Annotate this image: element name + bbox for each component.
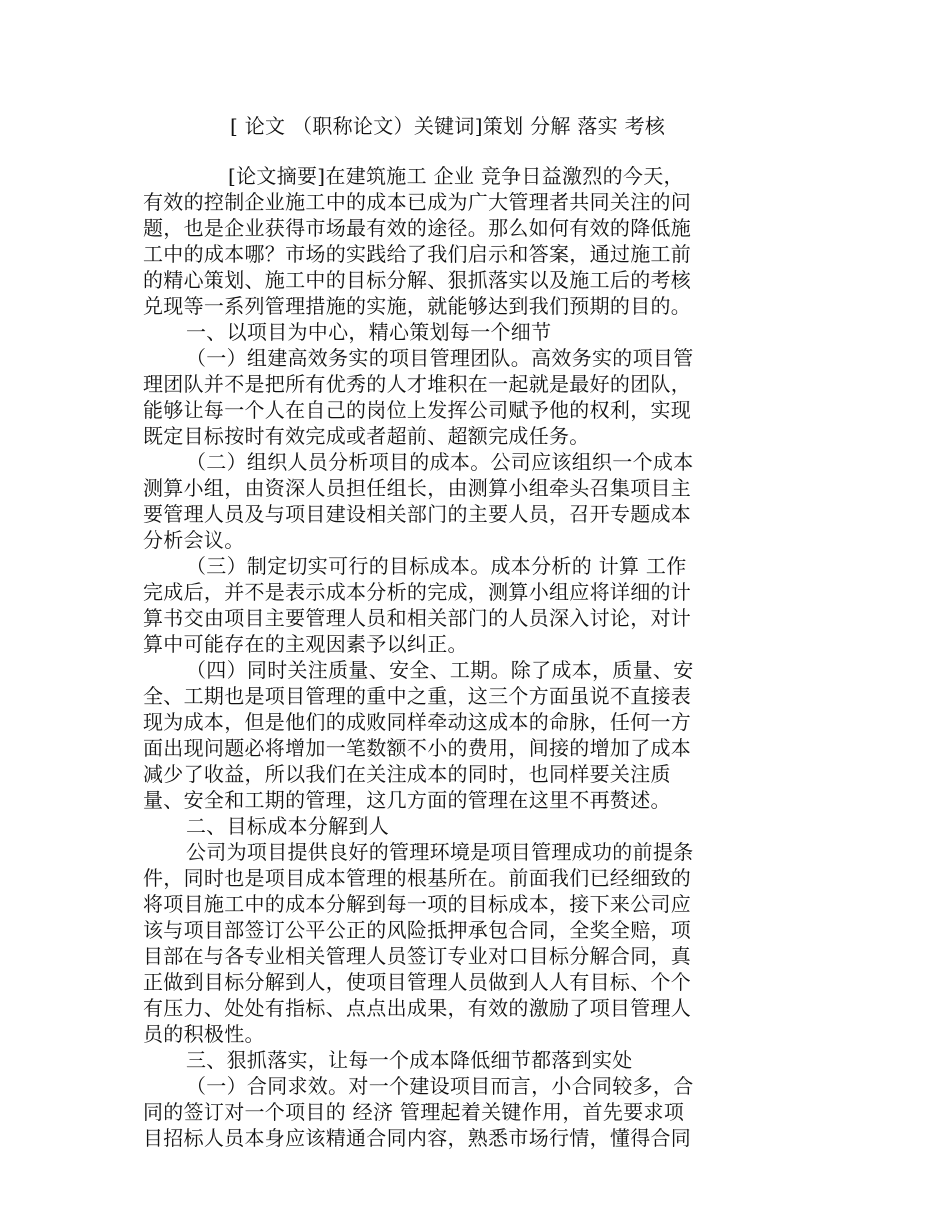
- text-line: 完成后，并不是表示成本分析的完成，测算小组应将详细的计: [143, 580, 692, 604]
- text-line: 公司为项目提供良好的管理环境是项目管理成功的前提条: [186, 840, 694, 864]
- section-heading: 三、狠抓落实，让每一个成本降低细节都落到实处: [186, 1048, 633, 1072]
- text-line: 既定目标按时有效完成或者超前、超额完成任务。: [143, 424, 590, 448]
- text-line: 有效的控制企业施工中的成本已成为广大管理者共同关注的问: [143, 190, 692, 214]
- text-line: （三）制定切实可行的目标成本。成本分析的 计算 工作: [186, 554, 687, 578]
- text-line: 题，也是企业获得市场最有效的途径。那么如何有效的降低施: [143, 216, 692, 240]
- text-line: 将项目施工中的成本分解到每一项的目标成本，接下来公司应: [143, 892, 692, 916]
- text-line: 面出现问题必将增加一笔数额不小的费用，间接的增加了成本: [143, 736, 692, 760]
- text-line: 要管理人员及与项目建设相关部门的主要人员，召开专题成本: [143, 502, 692, 526]
- text-line: （二）组织人员分析项目的成本。公司应该组织一个成本: [186, 450, 694, 474]
- text-line: 有压力、处处有指标、点点出成果，有效的激励了项目管理人: [143, 996, 692, 1020]
- abstract-first-line: [论文摘要]在建筑施工 企业 竞争日益激烈的今天，: [228, 164, 684, 188]
- text-line: 目部在与各专业相关管理人员签订专业对口目标分解合同，真: [143, 944, 692, 968]
- text-line: 量、安全和工期的管理，这几方面的管理在这里不再赘述。: [143, 788, 671, 812]
- text-line: 件，同时也是项目成本管理的根基所在。前面我们已经细致的: [143, 866, 692, 890]
- text-line: （一）组建高效务实的项目管理团队。高效务实的项目管: [186, 346, 694, 370]
- text-line: 目招标人员本身应该精通合同内容，熟悉市场行情，懂得合同: [143, 1126, 692, 1150]
- text-line: 测算小组，由资深人员担任组长，由测算小组牵头召集项目主: [143, 476, 692, 500]
- text-line: 工中的成本哪？市场的实践给了我们启示和答案，通过施工前: [143, 242, 692, 266]
- text-line: 现为成本，但是他们的成败同样牵动这成本的命脉，任何一方: [143, 710, 692, 734]
- section-heading: 一、以项目为中心，精心策划每一个细节: [186, 320, 552, 344]
- text-line: 算中可能存在的主观因素予以纠正。: [143, 632, 468, 656]
- text-line: 理团队并不是把所有优秀的人才堆积在一起就是最好的团队，: [143, 372, 692, 396]
- text-line: 算书交由项目主要管理人员和相关部门的人员深入讨论，对计: [143, 606, 692, 630]
- text-line: 分析会议。: [143, 528, 245, 552]
- text-line: 减少了收益，所以我们在关注成本的同时，也同样要关注质: [143, 762, 671, 786]
- section-heading: 二、目标成本分解到人: [186, 814, 389, 838]
- text-line: 员的积极性。: [143, 1022, 265, 1046]
- text-line: 能够让每一个人在自己的岗位上发挥公司赋予他的权利，实现: [143, 398, 692, 422]
- text-line: 的精心策划、施工中的目标分解、狠抓落实以及施工后的考核: [143, 268, 692, 292]
- text-line: （四）同时关注质量、安全、工期。除了成本，质量、安: [186, 658, 694, 682]
- text-line: 全、工期也是项目管理的重中之重，这三个方面虽说不直接表: [143, 684, 692, 708]
- keywords-line: [ 论文 （职称论文）关键词]策划 分解 落实 考核: [230, 114, 666, 138]
- text-line: 该与项目部签订公平公正的风险抵押承包合同，全奖全赔，项: [143, 918, 692, 942]
- text-line: （一）合同求效。对一个建设项目而言，小合同较多，合: [186, 1074, 694, 1098]
- text-line: 同的签订对一个项目的 经济 管理起着关键作用，首先要求项: [143, 1100, 685, 1124]
- text-line: 正做到目标分解到人，使项目管理人员做到人人有目标、个个: [143, 970, 692, 994]
- text-line: 兑现等一系列管理措施的实施，就能够达到我们预期的目的。: [143, 294, 692, 318]
